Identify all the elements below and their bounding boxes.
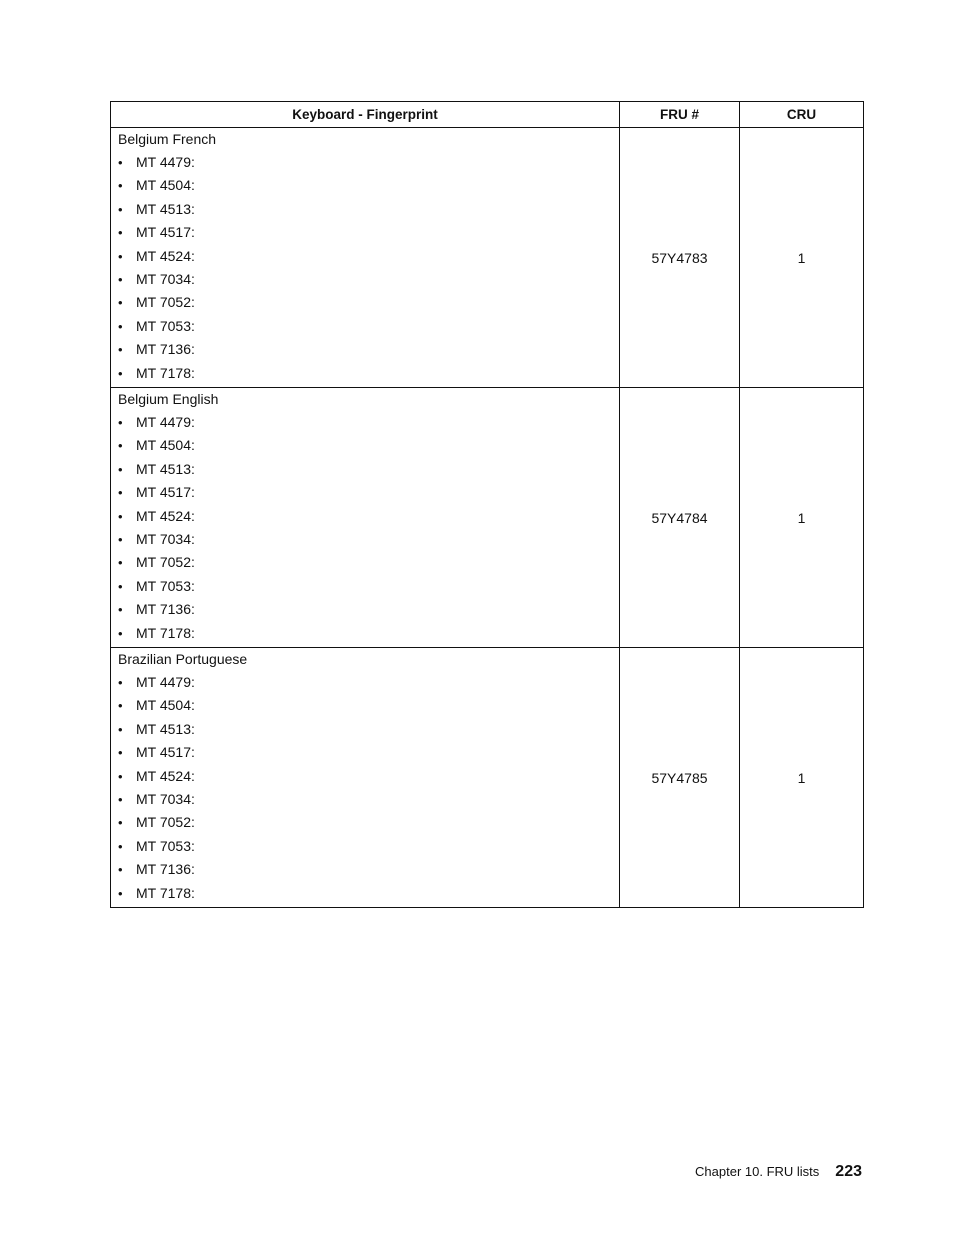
machine-type: MT 7053:	[136, 577, 195, 594]
machine-type-list	[111, 411, 619, 645]
chapter-title: Chapter 10. FRU lists	[695, 1164, 820, 1179]
bullet-icon: •	[118, 862, 123, 878]
bullet-icon: •	[118, 838, 123, 854]
header-row	[111, 102, 864, 128]
keyboard-language: Belgium English	[118, 391, 219, 407]
bullet-icon: •	[118, 745, 123, 761]
machine-type: MT 7052:	[136, 814, 195, 831]
cru-value: 1	[740, 128, 864, 388]
header-keyboard-fingerprint: Keyboard - Fingerprint	[111, 102, 620, 128]
fru-number: 57Y4783	[620, 128, 740, 388]
list-item	[111, 858, 619, 881]
list-item	[111, 198, 619, 221]
machine-type: MT 4517:	[136, 484, 195, 501]
list-item	[111, 174, 619, 197]
machine-type: MT 4513:	[136, 460, 195, 477]
fru-number: 57Y4784	[620, 388, 740, 648]
fru-table	[110, 101, 864, 908]
machine-type: MT 4479:	[136, 414, 195, 430]
machine-type: MT 4504:	[136, 177, 195, 194]
keyboard-language: Brazilian Portuguese	[118, 651, 248, 667]
list-item	[111, 765, 619, 788]
bullet-icon: •	[118, 415, 123, 430]
cru-value: 1	[740, 388, 864, 648]
bullet-icon: •	[118, 698, 123, 714]
machine-type: MT 4513:	[136, 720, 195, 737]
bullet-icon: •	[118, 318, 123, 334]
bullet-icon: •	[118, 461, 123, 477]
list-item	[111, 221, 619, 244]
bullet-icon: •	[118, 155, 123, 170]
machine-type: MT 7178:	[136, 624, 195, 641]
keyboard-language: Belgium French	[118, 131, 217, 147]
page-footer	[695, 1163, 862, 1181]
list-item	[111, 411, 619, 434]
bullet-icon: •	[118, 602, 123, 618]
machine-type: MT 7136:	[136, 861, 195, 878]
bullet-icon: •	[118, 508, 123, 524]
machine-type-list	[111, 151, 619, 385]
list-item	[111, 481, 619, 504]
keyboard-cell	[111, 388, 620, 648]
machine-type: MT 7052:	[136, 554, 195, 571]
list-item	[111, 694, 619, 717]
bullet-icon: •	[118, 791, 123, 807]
bullet-icon: •	[118, 768, 123, 784]
list-item	[111, 811, 619, 834]
table-row	[111, 128, 864, 388]
table-row	[111, 648, 864, 908]
list-item	[111, 291, 619, 314]
list-item	[111, 671, 619, 694]
list-item	[111, 718, 619, 741]
bullet-icon: •	[118, 555, 123, 571]
table-body	[111, 128, 864, 908]
fru-number: 57Y4785	[620, 648, 740, 908]
list-item	[111, 315, 619, 338]
machine-type: MT 4513:	[136, 200, 195, 217]
bullet-icon: •	[118, 578, 123, 594]
bullet-icon: •	[118, 342, 123, 358]
list-item	[111, 338, 619, 361]
header-cru: CRU	[740, 102, 864, 128]
cru-value: 1	[740, 648, 864, 908]
bullet-icon: •	[118, 885, 123, 901]
list-item	[111, 458, 619, 481]
machine-type: MT 4479:	[136, 674, 195, 690]
machine-type: MT 4504:	[136, 437, 195, 454]
bullet-icon: •	[118, 365, 123, 381]
bullet-icon: •	[118, 225, 123, 241]
machine-type: MT 7178:	[136, 364, 195, 381]
list-item	[111, 622, 619, 645]
bullet-icon: •	[118, 625, 123, 641]
machine-type: MT 4524:	[136, 247, 195, 264]
machine-type: MT 7034:	[136, 270, 195, 287]
machine-type: MT 7136:	[136, 341, 195, 358]
header-fru-number: FRU #	[620, 102, 740, 128]
machine-type: MT 4517:	[136, 744, 195, 761]
machine-type: MT 7053:	[136, 317, 195, 334]
machine-type: MT 7136:	[136, 601, 195, 618]
bullet-icon: •	[118, 178, 123, 194]
machine-type: MT 4517:	[136, 224, 195, 241]
bullet-icon: •	[118, 438, 123, 454]
list-item	[111, 882, 619, 905]
list-item	[111, 151, 619, 174]
machine-type: MT 4479:	[136, 154, 195, 170]
list-item	[111, 835, 619, 858]
list-item	[111, 268, 619, 291]
list-item	[111, 245, 619, 268]
machine-type: MT 4524:	[136, 507, 195, 524]
table-row	[111, 388, 864, 648]
machine-type: MT 7052:	[136, 294, 195, 311]
machine-type: MT 7034:	[136, 790, 195, 807]
list-item	[111, 434, 619, 457]
list-item	[111, 551, 619, 574]
machine-type: MT 7178:	[136, 884, 195, 901]
bullet-icon: •	[118, 531, 123, 547]
bullet-icon: •	[118, 248, 123, 264]
list-item	[111, 598, 619, 621]
machine-type: MT 7034:	[136, 530, 195, 547]
list-item	[111, 505, 619, 528]
machine-type: MT 4504:	[136, 697, 195, 714]
table-header	[111, 102, 864, 128]
bullet-icon: •	[118, 815, 123, 831]
keyboard-cell	[111, 648, 620, 908]
list-item	[111, 362, 619, 385]
keyboard-cell	[111, 128, 620, 388]
machine-type-list	[111, 671, 619, 905]
bullet-icon: •	[118, 201, 123, 217]
bullet-icon: •	[118, 485, 123, 501]
page-number: 223	[835, 1163, 862, 1180]
machine-type: MT 7053:	[136, 837, 195, 854]
list-item	[111, 788, 619, 811]
list-item	[111, 575, 619, 598]
bullet-icon: •	[118, 271, 123, 287]
machine-type: MT 4524:	[136, 767, 195, 784]
list-item	[111, 528, 619, 551]
bullet-icon: •	[118, 675, 123, 690]
list-item	[111, 741, 619, 764]
bullet-icon: •	[118, 721, 123, 737]
bullet-icon: •	[118, 295, 123, 311]
